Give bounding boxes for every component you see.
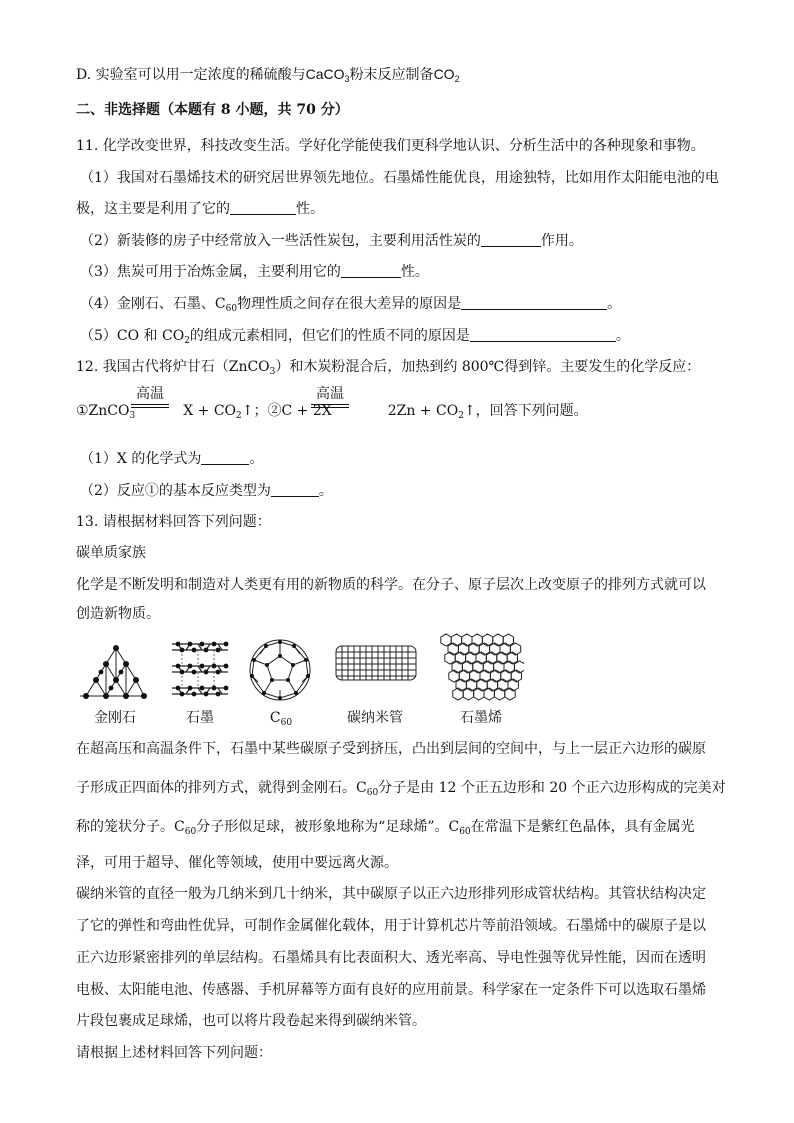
answer-blank[interactable] (230, 200, 296, 215)
para2-line1: 在超高压和高温条件下，石墨中某些碳原子受到挤压，凸出到层间的空间中，与上一层正六边形的碳原 (76, 741, 706, 757)
graphene-hexagon (486, 652, 496, 664)
graphene-hexagon (510, 643, 520, 655)
graphene-hexagon (455, 652, 465, 664)
material-title: 碳单质家族 (76, 545, 146, 561)
q11-part1-line2: 极，这主要是利用了它的 性。 (76, 201, 324, 217)
co2-formula: $CO_2$ (433, 66, 460, 84)
graphene-hexagon (476, 652, 486, 664)
graphene-hexagon (487, 679, 497, 691)
graphene-hexagon (448, 643, 458, 655)
graphene-hexagon (494, 688, 504, 700)
answer-blank[interactable] (201, 450, 249, 465)
para3-line1: 碳纳米管的直径一般为几纳米到几十纳米，其中碳原子以正六边形排列形成管状结构。其管状结构决定 (76, 886, 706, 902)
reaction-equations: ①ZnCO$_3$ $X + CO_2↑$；②C + 2X $2Zn + CO_2↑$，回答下列问题。 (76, 403, 588, 421)
graphene-hexagon (493, 634, 503, 646)
graphene-hexagon (466, 652, 476, 664)
q11-part5: （5）CO 和 $CO_2$的组成元素相同，但它们的性质不同的原因是 。 (80, 328, 630, 346)
graphene-hexagon (445, 652, 455, 664)
reaction-condition-2: 高温 (311, 386, 349, 408)
reaction-condition-1: 高温 (131, 386, 169, 408)
answer-blank[interactable] (470, 327, 616, 342)
para2-line4: 泽，可用于超导、催化等领域，使用中要远离火源。 (76, 855, 398, 871)
graphene-hexagon (470, 670, 480, 682)
question-13: 13. 请根据材料回答下列问题： (76, 514, 271, 530)
graphene-hexagon (480, 670, 490, 682)
para4: 请根据上述材料回答下列问题： (76, 1045, 272, 1061)
para2-line2: 子形成正四面体的排列方式，就得到金刚石。$C_{60}$分子是由 12 个正五边形和 20 个正六边形构成的完美对 (76, 780, 726, 798)
q11-part3: （3）焦炭可用于冶炼金属，主要利用它的 性。 (80, 264, 429, 280)
caco3-formula: CaCO$_3$ (305, 66, 350, 84)
graphene-hexagon (466, 679, 476, 691)
para2-line3: 称的笼状分子。$C_{60}$分子形似足球，被形象地称为“足球烯”。$C_{60}$在常温下是紫红色晶体，具有金属光 (76, 819, 695, 837)
graphene-hexagon (473, 661, 483, 673)
material-para1-line1: 化学是不断发明和制造对人类更有用的新物质的科学。在分子、原子层次上改变原子的排列方式就可以 (76, 577, 706, 593)
question-12: 12. 我国古代将炉甘石（ZnCO$_3$）和木炭粉混合后，加热到约 800℃得到锌。主要发生的化学反应： (76, 359, 701, 377)
answer-blank[interactable] (461, 295, 607, 310)
graphene-hexagon (484, 688, 494, 700)
material-para1-line2: 创造新物质。 (76, 606, 160, 622)
graphene-hexagon (490, 643, 500, 655)
q12-part1: （1）X 的化学式为 。 (80, 451, 264, 467)
c60-structure-image (246, 636, 314, 704)
graphene-hexagon (453, 688, 463, 700)
graphene-hexagon (494, 661, 504, 673)
graphene-hexagon (498, 679, 508, 691)
diamond-structure-image (76, 636, 152, 704)
q11-part1-line1: （1）我国对石墨烯技术的研究居世界领先地位。石墨烯性能优良，用途独特，比如用作太阳能电池的电 (80, 170, 719, 186)
graphene-hexagon (482, 634, 492, 646)
caption-diamond: 金刚石 (94, 710, 136, 726)
answer-blank[interactable] (481, 232, 541, 247)
graphene-hexagon (449, 670, 459, 682)
option-d-text: D. 实验室可以用一定浓度的稀硫酸与 (76, 67, 306, 83)
graphene-hexagon (511, 670, 521, 682)
graphene-hexagon (504, 661, 514, 673)
para3-line3: 正六边形紧密排列的单层结构。石墨烯具有比表面积大、透光率高、导电性强等优异性能，因而在透明 (76, 950, 706, 966)
graphene-hexagon (458, 643, 468, 655)
question-11: 11. 化学改变世界，科技改变生活。学好化学能使我们更科学地认识、分析生活中的各种现象和事物。 (76, 138, 705, 154)
graphene-hexagon (462, 634, 472, 646)
graphene-hexagon (462, 661, 472, 673)
q11-part2: （2）新装修的房子中经常放入一些活性炭包，主要利用活性炭的 作用。 (80, 233, 583, 249)
graphite-structure-image (168, 636, 232, 702)
graphene-hexagon (474, 688, 484, 700)
section-heading: 二、非选择题（本题有 8 小题，共 70 分） (76, 102, 349, 118)
graphene-hexagon (490, 670, 500, 682)
graphene-hexagon (477, 679, 487, 691)
graphene-hexagon (459, 670, 469, 682)
graphene-hexagon (505, 688, 515, 700)
nanotube-structure-image (332, 636, 420, 688)
para3-line4: 电极、太阳能电池、传感器、手机屏幕等方面有良好的应用前景。科学家在一定条件下可以选取石墨烯 (76, 982, 706, 998)
graphene-hexagon (441, 634, 451, 646)
graphene-hexagon (469, 643, 479, 655)
graphene-structure-image (438, 632, 524, 704)
q12-part2: （2）反应①的基本反应类型为 。 (80, 483, 333, 499)
graphene-hexagon (483, 661, 493, 673)
graphene-hexagon (508, 679, 518, 691)
graphene-hexagon (472, 634, 482, 646)
para3-line2: 了它的弹性和弯曲性优异，可制作金属催化载体，用于计算机芯片等前沿领域。石墨烯中的碳原子是以 (76, 918, 706, 934)
caption-graphene: 石墨烯 (460, 710, 502, 726)
answer-blank[interactable] (271, 482, 319, 497)
option-d: D. 实验室可以用一定浓度的稀硫酸与CaCO$_3$粉末反应制备$CO_2$ (76, 66, 460, 84)
caption-c60: $C_{60}$ (269, 710, 293, 728)
graphene-hexagon (503, 634, 513, 646)
graphene-hexagon (507, 652, 517, 664)
caption-nanotube: 碳纳米管 (347, 710, 403, 726)
answer-blank[interactable] (341, 263, 401, 278)
graphene-hexagon (463, 688, 473, 700)
graphene-hexagon (452, 661, 462, 673)
caption-graphite: 石墨 (186, 710, 214, 726)
graphene-hexagon (501, 670, 511, 682)
graphene-hexagon (456, 679, 466, 691)
para3-line5: 片段包裹成足球烯，也可以将片段卷起来得到碳纳米管。 (76, 1013, 426, 1029)
q11-part4: （4）金刚石、石墨、$C_{60}$物理性质之间存在很大差异的原因是 。 (80, 296, 622, 314)
graphene-hexagon (479, 643, 489, 655)
graphene-hexagon (451, 634, 461, 646)
graphene-hexagon (497, 652, 507, 664)
graphene-hexagon (500, 643, 510, 655)
